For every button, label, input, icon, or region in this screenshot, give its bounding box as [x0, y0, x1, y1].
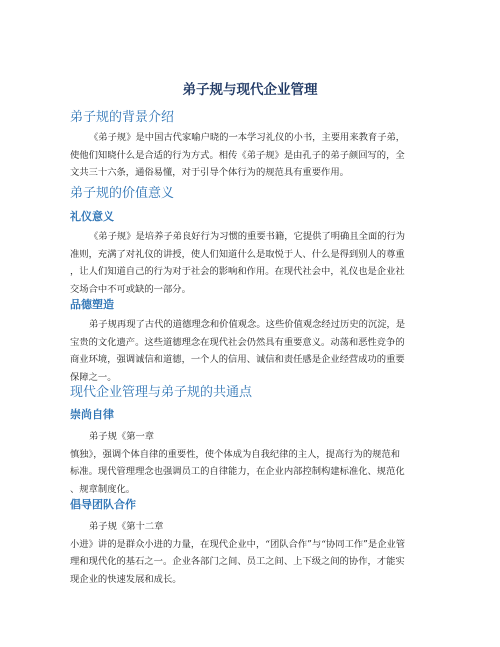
- document-title: 弟子规与现代企业管理: [182, 82, 318, 98]
- paragraph-background: [70, 129, 440, 182]
- paragraph-line: 标准。现代管理理念也强调员工的自律能力，在企业内部控制构建标准化、规范化: [70, 466, 405, 477]
- paragraph-line: 保障之一。: [70, 371, 117, 383]
- heading-commonality: 现代企业管理与弟子规的共通点: [70, 385, 253, 400]
- paragraph-morality: [70, 316, 440, 386]
- paragraph-line: 《弟子规》是培养子弟良好行为习惯的重要书籍，它提供了明确且全面的行为: [89, 231, 406, 242]
- subheading-etiquette: 礼仪意义: [70, 210, 114, 223]
- paragraph-etiquette: [70, 228, 440, 298]
- paragraph-line: 理和现代化的基石之一。企业各部门之间、员工之间、上下级之间的协作，才能实: [70, 556, 405, 567]
- paragraph-teamwork: [70, 518, 440, 588]
- paragraph-line: 准则，充满了对礼仪的讲授，使人们知道什么是取悦于人、什么是得到别人的尊重: [70, 248, 405, 260]
- heading-background: 弟子规的背景介绍: [70, 110, 175, 125]
- paragraph-line: 弟子规《第一章: [89, 431, 155, 442]
- paragraph-line: 、规章制度化。: [70, 483, 136, 495]
- paragraph-line: 小进》讲的是群众小进的力量，在现代企业中，“团队合作”与“协同工作”是企业管: [70, 538, 406, 550]
- paragraph-line: 商业环境，强调诚信和道德，一个人的信用、诚信和责任感是企业经营成功的重要: [70, 354, 405, 365]
- paragraph-line: 《弟子规》是中国古代家喻户晓的一本学习礼仪的小书，主要用来教育子弟，: [89, 132, 406, 143]
- paragraph-line: 文共三十六条，通俗易懂，对于引导个体行为的规范具有重要作用。: [70, 167, 349, 178]
- paragraph-line: 弟子规再现了古代的道德理念和价值观念。这些价值观念经过历史的沉淀，是: [89, 319, 406, 330]
- paragraph-line: ，让人们知道自己的行为对于社会的影响和作用。在现代社会中，礼仪也是企业社: [70, 266, 405, 277]
- subheading-morality: 品德塑造: [70, 298, 114, 311]
- paragraph-line: 现企业的快速发展和成长。: [70, 573, 182, 585]
- paragraph-line: 宝贵的文化遗产。这些道德理念在现代社会仍然具有重要意义。动荡和恶性竞争的: [70, 336, 405, 348]
- heading-value: 弟子规的价值意义: [70, 186, 175, 201]
- subheading-self-discipline: 崇尚自律: [70, 408, 114, 421]
- paragraph-line: 交场合中不可或缺的一部分。: [70, 283, 191, 295]
- paragraph-line: 弟子规《第十二章: [89, 521, 164, 532]
- paragraph-self-discipline: [70, 428, 440, 498]
- subheading-teamwork: 倡导团队合作: [70, 498, 136, 511]
- paragraph-line: 使他们知晓什么是合适的行为方式。相传《弟子规》是由孔子的弟子颜回写的，全: [70, 149, 405, 161]
- paragraph-line: 慎独》，强调个体自律的重要性，使个体成为自我纪律的主人，提高行为的规范和: [70, 448, 401, 460]
